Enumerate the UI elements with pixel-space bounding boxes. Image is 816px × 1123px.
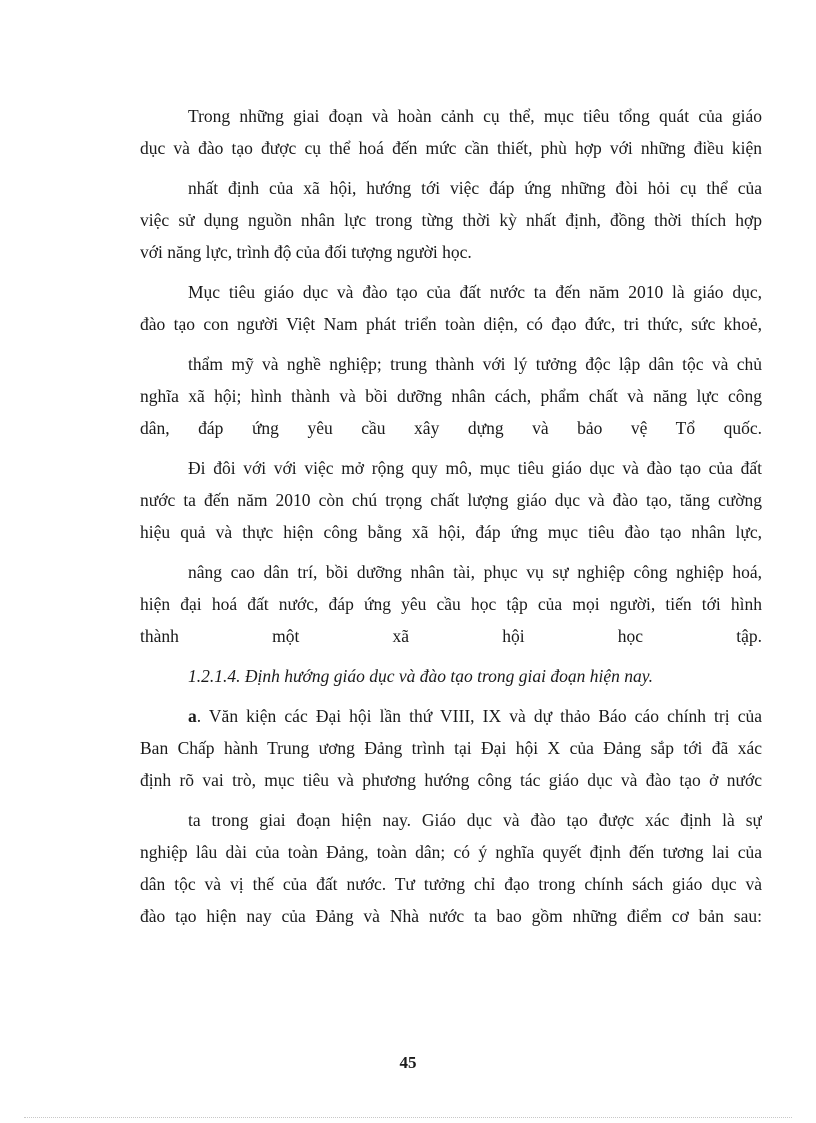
section-a-line-2: Ban Chấp hành Trung ương Đảng trình tại Đại hội X của Đảng sắp tới đã xác [140,738,762,758]
section-a-line-1-text: . Văn kiện các Đại hội lần thứ VIII, IX và dự thảo Báo cáo chính trị của [196,706,762,726]
paragraph-2-line-4: nghĩa xã hội; hình thành và bồi dưỡng nhân cách, phẩm chất và năng lực công [140,386,762,406]
paragraph-1-line-1: Trong những giai đoạn và hoàn cảnh cụ thể, mục tiêu tổng quát của giáo [188,106,762,126]
paragraph-3-line-5: hiện đại hoá đất nước, đáp ứng yêu cầu học tập của mọi người, tiến tới hình [140,594,762,614]
paragraph-1-line-4: việc sử dụng nguồn nhân lực trong từng thời kỳ nhất định, đồng thời thích hợp [140,210,762,230]
paragraph-3-line-1: Đi đôi với với việc mở rộng quy mô, mục tiêu giáo dục và đào tạo của đất [188,458,762,478]
section-a-label: a [188,706,197,726]
section-heading: 1.2.1.4. Định hướng giáo dục và đào tạo trong giai đoạn hiện nay. [188,666,653,686]
paragraph-3-line-2: nước ta đến năm 2010 còn chú trọng chất lượng giáo dục và đào tạo, tăng cường [140,490,762,510]
paragraph-1-line-3: nhất định của xã hội, hướng tới việc đáp ứng những đòi hỏi cụ thể của [188,178,762,198]
section-a-line-7: đào tạo hiện nay của Đảng và Nhà nước ta bao gồm những điểm cơ bản sau: [140,906,762,926]
section-a-line-5: nghiệp lâu dài của toàn Đảng, toàn dân; có ý nghĩa quyết định đến tương lai của [140,842,762,862]
paragraph-3-line-6: thành một xã hội học tập. [140,626,762,646]
section-a-line-3: định rõ vai trò, mục tiêu và phương hướng công tác giáo dục và đào tạo ở nước [140,770,762,790]
paragraph-3-line-4: nâng cao dân trí, bồi dưỡng nhân tài, phục vụ sự nghiệp công nghiệp hoá, [188,562,762,582]
paragraph-2-line-3: thẩm mỹ và nghề nghiệp; trung thành với lý tưởng độc lập dân tộc và chủ [188,354,762,374]
paragraph-3-line-3: hiệu quả và thực hiện công bằng xã hội, đáp ứng mục tiêu đào tạo nhân lực, [140,522,762,542]
section-a-line-1 [188,704,762,728]
paragraph-2-line-1: Mục tiêu giáo dục và đào tạo của đất nước ta đến năm 2010 là giáo dục, [188,282,762,302]
paragraph-2-line-5: dân, đáp ứng yêu cầu xây dựng và bảo vệ Tổ quốc. [140,418,762,438]
page-bottom-rule [24,1117,792,1118]
page-number: 45 [399,1053,417,1072]
section-a-line-4: ta trong giai đoạn hiện nay. Giáo dục và đào tạo được xác định là sự [188,810,762,830]
paragraph-1-line-5: với năng lực, trình độ của đối tượng người học. [140,242,472,262]
section-a-line-6: dân tộc và vị thế của đất nước. Tư tưởng chỉ đạo trong chính sách giáo dục và [140,874,762,894]
paragraph-1-line-2: dục và đào tạo được cụ thể hoá đến mức cần thiết, phù hợp với những điều kiện [140,138,762,158]
paragraph-2-line-2: đào tạo con người Việt Nam phát triển toàn diện, có đạo đức, tri thức, sức khoẻ, [140,314,762,334]
